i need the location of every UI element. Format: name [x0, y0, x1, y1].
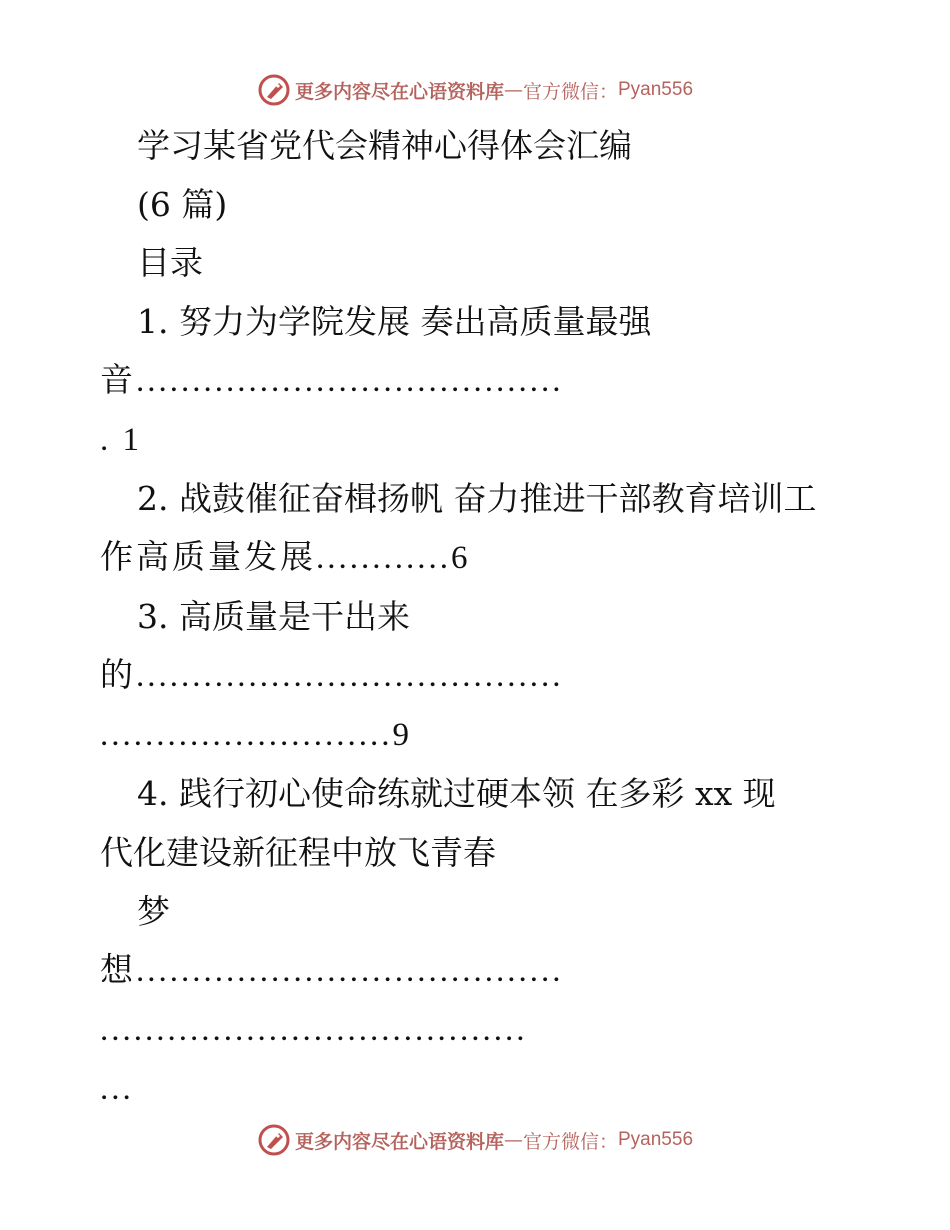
banner-slogan: 更多内容尽在心语资料库: [294, 80, 504, 103]
banner-wechat-label: 官方微信：: [522, 80, 618, 103]
toc-entry-1-line-1: 1. 努力为学院发展 奏出高质量最强: [137, 302, 652, 341]
toc-heading: 目录: [137, 243, 203, 282]
toc-entry-4-line-2: 代化建设新征程中放飞青春: [100, 833, 496, 872]
toc-entry-1-line-2: 音......................................: [100, 363, 564, 399]
document-title: 学习某省党代会精神心得体会汇编: [137, 126, 632, 165]
toc-entry-4-line-4: 想......................................: [100, 953, 564, 989]
toc-entry-3-line-2: 的......................................: [100, 658, 564, 694]
footer-banner: [0, 1120, 950, 1160]
toc-entry-4-line-1: 4. 践行初心使命练就过硬本领 在多彩 xx 现: [137, 774, 776, 813]
toc-entry-4-line-5: ......................................: [100, 1012, 528, 1048]
toc-entry-3-line-1: 3. 高质量是干出来: [137, 597, 410, 636]
pen-nib-logo-icon: [257, 1123, 291, 1157]
toc-entry-2-line-2: 作高质量发展............6: [100, 540, 471, 576]
banner-slogan: 更多内容尽在心语资料库: [294, 1130, 504, 1153]
banner-dash: —: [503, 79, 523, 101]
banner-wechat-id: Pyan556: [618, 1129, 694, 1150]
toc-entry-2-line-1: 2. 战鼓催征奋楫扬帆 奋力推进干部教育培训工: [137, 479, 817, 518]
toc-entry-1-line-3: . 1: [100, 422, 142, 458]
document-subtitle: (6 篇): [137, 185, 228, 224]
toc-entry-4-line-6: ...: [100, 1071, 134, 1107]
banner-wechat-id: Pyan556: [618, 79, 694, 100]
toc-entry-3-line-3: ..........................9: [100, 717, 412, 753]
toc-entry-4-line-3: 梦: [137, 892, 170, 931]
banner-dash: —: [503, 1129, 523, 1151]
banner-wechat-label: 官方微信：: [522, 1130, 618, 1153]
